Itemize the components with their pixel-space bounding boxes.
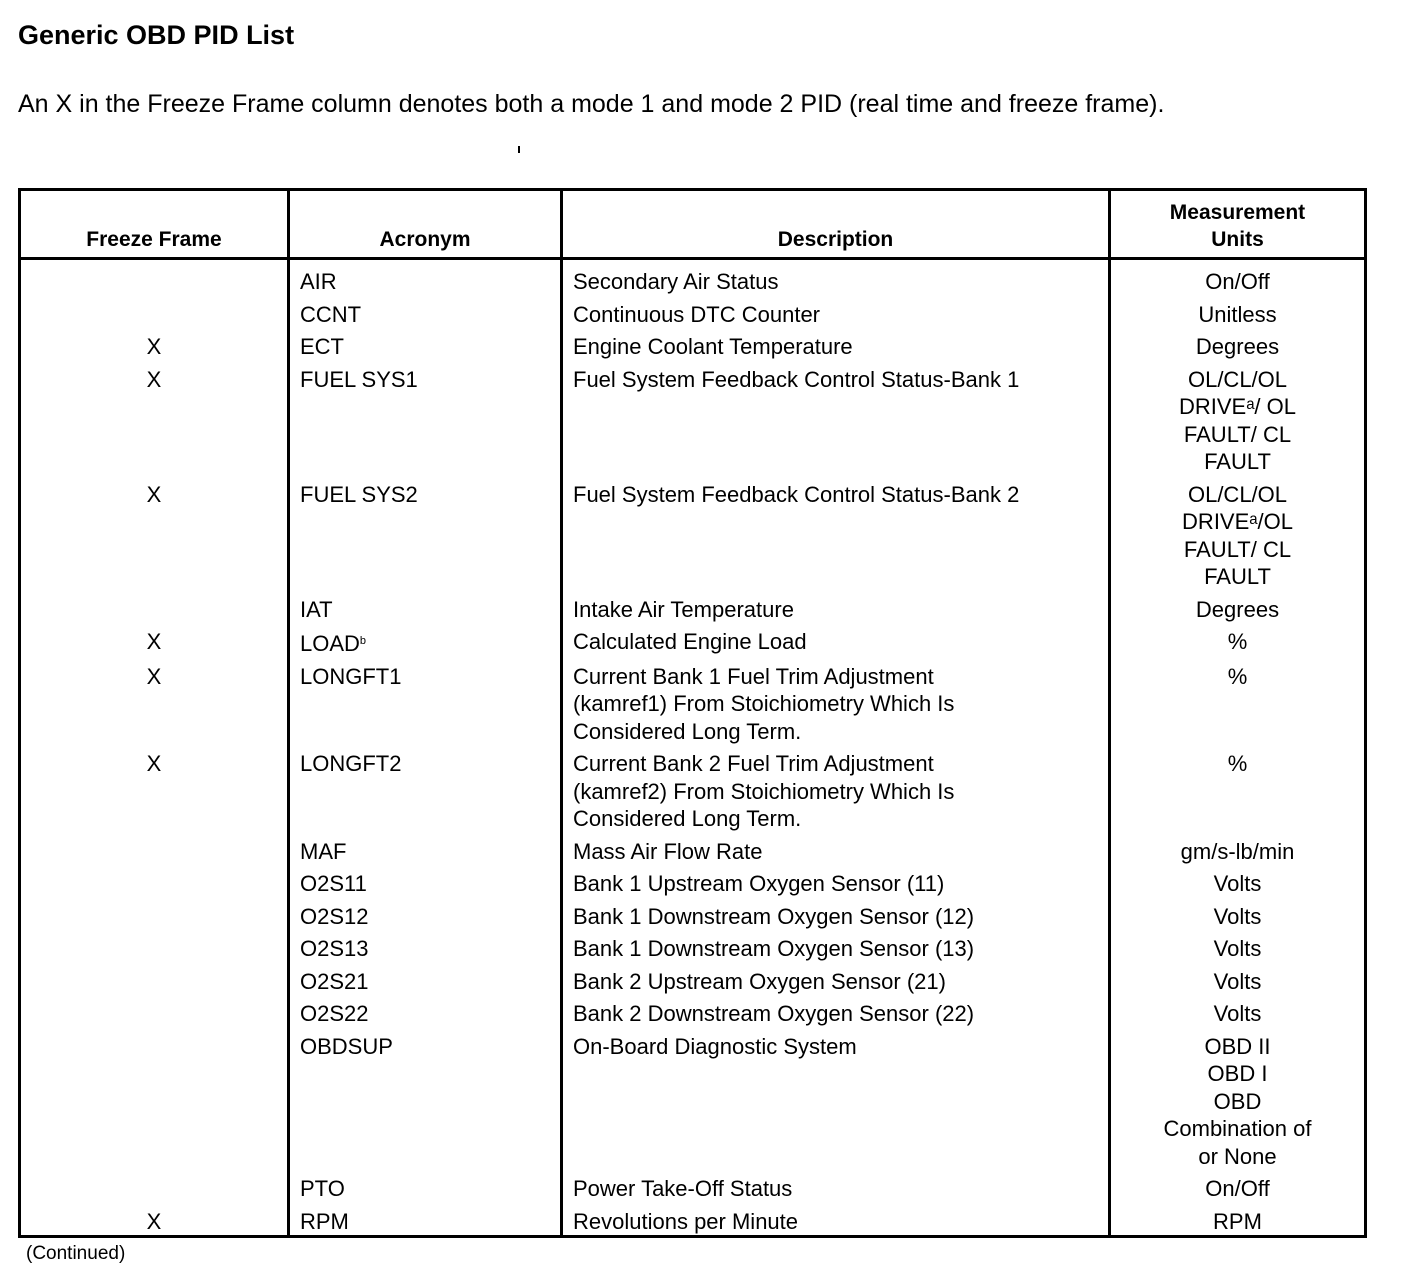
- acronym-text: RPM: [300, 1208, 349, 1234]
- table-row: [20, 591, 1366, 624]
- description-line: Revolutions per Minute: [573, 1208, 799, 1234]
- description-cell: [562, 328, 1110, 361]
- header-acronym: Acronym: [289, 190, 562, 259]
- description-line: Fuel System Feedback Control Status-Bank 2: [573, 481, 1020, 507]
- units-line: OBD II: [1204, 1033, 1271, 1059]
- acronym-cell: [289, 995, 562, 1028]
- freeze-frame-cell: [20, 898, 289, 931]
- description-cell: [562, 361, 1110, 476]
- units-cell: [1110, 1028, 1366, 1171]
- units-line: DRIVEᵃ/OL: [1182, 509, 1293, 534]
- description-line: (kamref2) From Stoichiometry Which Is: [573, 778, 955, 804]
- acronym-text: AIR: [300, 269, 337, 294]
- table-row: [20, 1170, 1366, 1203]
- description-cell: [562, 1028, 1110, 1171]
- header-freeze-frame: Freeze Frame: [20, 190, 289, 259]
- acronym-cell: [289, 1028, 562, 1171]
- units-cell: [1110, 745, 1366, 833]
- description-cell: [562, 865, 1110, 898]
- description-cell: [562, 1203, 1110, 1237]
- freeze-frame-cell: X: [146, 334, 162, 359]
- freeze-frame-cell: X: [146, 629, 162, 654]
- units-line: FAULT: [1204, 564, 1271, 589]
- acronym-cell: [289, 623, 562, 658]
- units-cell: [1110, 930, 1366, 963]
- units-line: Unitless: [1198, 301, 1277, 327]
- units-cell: [1110, 963, 1366, 996]
- freeze-frame-cell: [20, 259, 289, 296]
- units-cell: [1110, 591, 1366, 624]
- description-cell: [562, 623, 1110, 658]
- description-line: Power Take-Off Status: [573, 1176, 793, 1201]
- acronym-text: O2S11: [300, 871, 367, 896]
- acronym-text: IAT: [300, 596, 333, 622]
- table-row: [20, 898, 1366, 931]
- description-cell: [562, 930, 1110, 963]
- table-row: [20, 995, 1366, 1028]
- acronym-cell: [289, 1203, 562, 1237]
- acronym-text: LOAD: [300, 631, 360, 656]
- units-line: Volts: [1213, 903, 1262, 929]
- description-line: (kamref1) From Stoichiometry Which Is: [573, 691, 955, 716]
- units-cell: [1110, 898, 1366, 931]
- acronym-cell: [289, 745, 562, 833]
- units-line: OL/CL/OL: [1187, 481, 1288, 507]
- table-row: [20, 259, 1366, 296]
- description-line: Current Bank 1 Fuel Trim Adjustment: [573, 663, 934, 689]
- description-line: Bank 2 Downstream Oxygen Sensor (22): [573, 1001, 975, 1026]
- table-row: [20, 865, 1366, 898]
- units-cell: [1110, 833, 1366, 866]
- stray-mark: [518, 146, 520, 153]
- units-cell: [1110, 328, 1366, 361]
- table-row: [20, 658, 1366, 746]
- table-body: [20, 259, 1366, 1237]
- freeze-frame-cell: [20, 591, 289, 624]
- freeze-frame-cell: [20, 296, 289, 329]
- table-row: [20, 1203, 1366, 1237]
- table-row: [20, 476, 1366, 591]
- units-line: Volts: [1213, 968, 1262, 994]
- units-cell: [1110, 1203, 1366, 1237]
- freeze-frame-cell: [20, 1170, 289, 1203]
- description-cell: [562, 259, 1110, 296]
- description-cell: [562, 1170, 1110, 1203]
- description-line: Current Bank 2 Fuel Trim Adjustment: [573, 751, 934, 776]
- freeze-frame-cell: [20, 930, 289, 963]
- units-line: OBD I: [1207, 1061, 1268, 1086]
- units-line: On/Off: [1205, 1176, 1270, 1201]
- description-cell: [562, 745, 1110, 833]
- description-cell: [562, 898, 1110, 931]
- acronym-cell: [289, 898, 562, 931]
- header-description: Description: [562, 190, 1110, 259]
- freeze-frame-cell: [20, 1028, 289, 1171]
- table-row: [20, 745, 1366, 833]
- acronym-text: OBDSUP: [300, 1033, 393, 1059]
- units-cell: [1110, 865, 1366, 898]
- description-line: Considered Long Term.: [573, 806, 802, 831]
- units-line: Volts: [1213, 1001, 1262, 1026]
- description-cell: [562, 296, 1110, 329]
- units-cell: [1110, 361, 1366, 476]
- acronym-cell: [289, 963, 562, 996]
- description-line: Secondary Air Status: [573, 269, 779, 294]
- units-line: or None: [1198, 1143, 1277, 1169]
- acronym-cell: [289, 476, 562, 591]
- acronym-cell: [289, 865, 562, 898]
- units-line: %: [1227, 629, 1248, 654]
- description-cell: [562, 963, 1110, 996]
- table-header-row: [20, 190, 1366, 259]
- units-line: FAULT/ CL: [1183, 536, 1292, 562]
- units-line: FAULT/ CL: [1183, 421, 1292, 447]
- footnote-marker: b: [359, 635, 367, 647]
- header-measurement-units: Measurement Units: [1110, 190, 1366, 259]
- page-title: Generic OBD PID List: [18, 20, 295, 50]
- description-cell: [562, 476, 1110, 591]
- units-cell: [1110, 995, 1366, 1028]
- units-line: Volts: [1213, 871, 1262, 896]
- table-row: [20, 963, 1366, 996]
- pid-table: [18, 188, 1367, 1238]
- description-cell: [562, 591, 1110, 624]
- freeze-frame-cell: [20, 865, 289, 898]
- acronym-text: ECT: [300, 334, 344, 359]
- acronym-cell: [289, 296, 562, 329]
- freeze-frame-cell: X: [146, 481, 162, 507]
- intro-paragraph: An X in the Freeze Frame column denotes both a mode 1 and mode 2 PID (real time and freeze frame).: [18, 90, 1165, 118]
- units-line: OL/CL/OL: [1187, 366, 1288, 392]
- description-line: Calculated Engine Load: [573, 629, 807, 654]
- description-cell: [562, 995, 1110, 1028]
- units-line: DRIVEᵃ/ OL: [1179, 394, 1296, 419]
- description-line: Intake Air Temperature: [573, 596, 794, 622]
- units-cell: [1110, 623, 1366, 658]
- description-line: Considered Long Term.: [573, 718, 802, 744]
- units-cell: [1110, 1170, 1366, 1203]
- acronym-text: LONGFT1: [300, 663, 402, 689]
- units-cell: [1110, 658, 1366, 746]
- acronym-cell: [289, 930, 562, 963]
- description-line: Continuous DTC Counter: [573, 301, 821, 327]
- units-cell: [1110, 476, 1366, 591]
- description-line: Mass Air Flow Rate: [573, 838, 763, 864]
- acronym-cell: [289, 591, 562, 624]
- acronym-text: O2S13: [300, 936, 369, 961]
- description-line: Bank 1 Downstream Oxygen Sensor (12): [573, 903, 975, 929]
- acronym-text: MAF: [300, 838, 347, 864]
- acronym-text: O2S22: [300, 1001, 369, 1026]
- table-row: [20, 296, 1366, 329]
- freeze-frame-cell: [20, 995, 289, 1028]
- acronym-text: FUEL SYS1: [300, 366, 418, 392]
- description-line: Engine Coolant Temperature: [573, 334, 853, 359]
- table-row: [20, 930, 1366, 963]
- freeze-frame-cell: X: [146, 751, 162, 776]
- table-row: [20, 623, 1366, 658]
- continued-note: (Continued): [26, 1243, 126, 1264]
- acronym-text: CCNT: [300, 301, 362, 327]
- table-row: [20, 328, 1366, 361]
- table-row: [20, 361, 1366, 476]
- acronym-text: PTO: [300, 1176, 345, 1201]
- units-line: OBD: [1213, 1088, 1262, 1114]
- units-line: %: [1227, 663, 1248, 689]
- units-line: RPM: [1213, 1208, 1262, 1234]
- description-line: Bank 2 Upstream Oxygen Sensor (21): [573, 968, 946, 994]
- units-cell: [1110, 259, 1366, 296]
- acronym-cell: [289, 658, 562, 746]
- units-line: %: [1227, 751, 1248, 776]
- units-line: FAULT: [1204, 449, 1271, 474]
- units-line: On/Off: [1205, 269, 1270, 294]
- acronym-text: FUEL SYS2: [300, 481, 418, 507]
- description-cell: [562, 658, 1110, 746]
- units-cell: [1110, 296, 1366, 329]
- acronym-cell: [289, 1170, 562, 1203]
- acronym-cell: [289, 259, 562, 296]
- acronym-text: O2S12: [300, 903, 369, 929]
- acronym-cell: [289, 833, 562, 866]
- description-line: Bank 1 Upstream Oxygen Sensor (11): [573, 871, 945, 896]
- units-line: Degrees: [1195, 596, 1280, 622]
- units-line: Volts: [1213, 936, 1262, 961]
- description-cell: [562, 833, 1110, 866]
- freeze-frame-cell: [20, 963, 289, 996]
- acronym-text: O2S21: [300, 968, 369, 994]
- table-row: [20, 1028, 1366, 1171]
- acronym-cell: [289, 361, 562, 476]
- description-line: Fuel System Feedback Control Status-Bank 1: [573, 366, 1020, 392]
- acronym-text: LONGFT2: [300, 751, 402, 776]
- acronym-cell: [289, 328, 562, 361]
- freeze-frame-cell: [20, 833, 289, 866]
- description-line: Bank 1 Downstream Oxygen Sensor (13): [573, 936, 975, 961]
- units-line: Combination of: [1163, 1116, 1312, 1141]
- freeze-frame-cell: X: [146, 663, 162, 689]
- freeze-frame-cell: X: [146, 366, 162, 392]
- units-line: gm/s-lb/min: [1180, 838, 1295, 864]
- freeze-frame-cell: X: [146, 1208, 162, 1234]
- description-line: On-Board Diagnostic System: [573, 1033, 857, 1059]
- table-row: [20, 833, 1366, 866]
- units-line: Degrees: [1195, 334, 1280, 359]
